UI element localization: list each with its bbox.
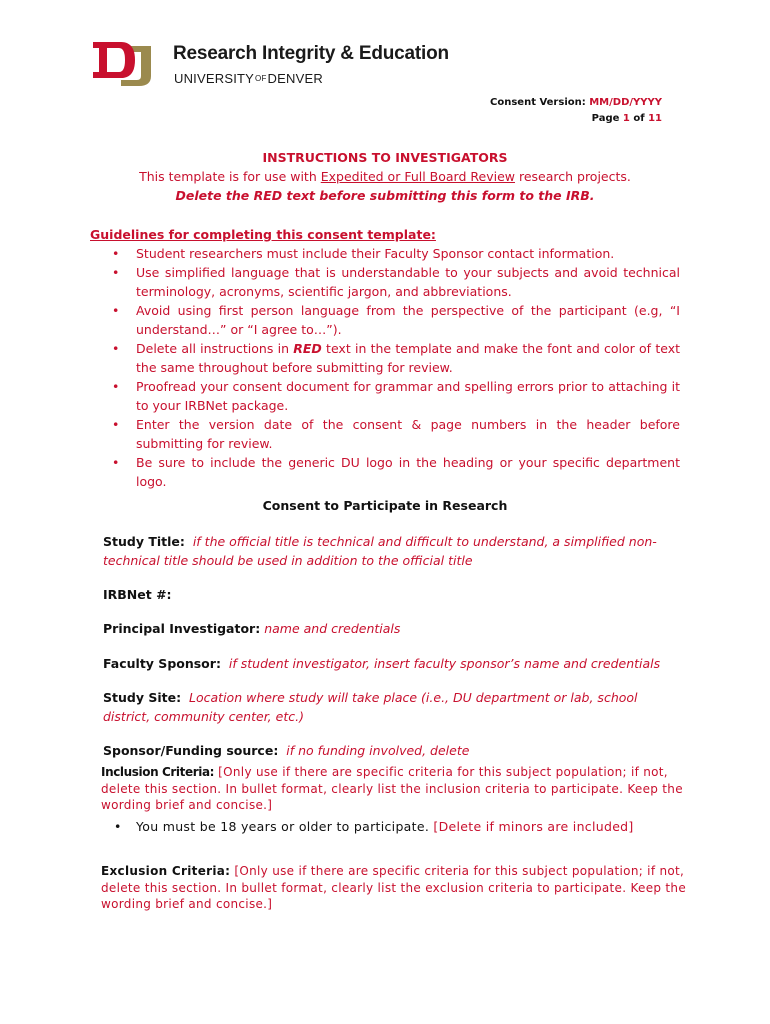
guidelines-list	[110, 244, 680, 491]
guideline-text-em: RED	[293, 341, 322, 356]
guideline-item	[110, 415, 680, 453]
instructions-line2: Delete the RED text before submitting this form to the IRB.	[175, 188, 595, 203]
instructions-line1-pre: This template is for use with	[139, 169, 321, 184]
study-title-value: if the official title is technical and difficult to understand, a simplified non-technical title should be used in addition to the official title	[103, 534, 657, 568]
study-title-field	[103, 532, 683, 570]
consent-version-value: MM/DD/YYYY	[589, 97, 662, 108]
pi-value: name and credentials	[264, 621, 401, 636]
guideline-text-pre: Delete all instructions in	[136, 341, 294, 356]
consent-version-block	[490, 95, 662, 127]
university-of: OF	[255, 74, 267, 83]
bullet-icon: •	[112, 417, 120, 432]
page-of: of	[633, 113, 645, 124]
guideline-item	[110, 263, 680, 301]
exclusion-criteria-label: Exclusion Criteria:	[101, 864, 231, 878]
funding-value: if no funding involved, delete	[286, 743, 470, 758]
guideline-text: Use simplified language that is understandable to your subjects and avoid technical terminology, acronyms, scientific jargon, and abbreviations.	[136, 265, 680, 299]
faculty-sponsor-label: Faculty Sponsor:	[103, 656, 221, 671]
du-logo	[91, 40, 153, 86]
page-label: Page	[591, 113, 620, 124]
study-site-value: Location where study will take place (i.e., DU department or lab, school district, community center, etc.)	[103, 690, 638, 724]
instructions-line1-post: research projects.	[514, 169, 631, 184]
page-current: 1	[622, 113, 630, 124]
guideline-item	[110, 244, 680, 263]
inclusion-criteria-field	[101, 764, 691, 814]
pi-label: Principal Investigator:	[103, 621, 261, 636]
guideline-item	[110, 339, 680, 377]
bullet-icon: •	[114, 819, 122, 834]
university-right: DENVER	[267, 71, 323, 86]
funding-label: Sponsor/Funding source:	[103, 743, 279, 758]
irbnet-label: IRBNet #:	[103, 587, 172, 602]
guideline-text-post: text in the template and make the font and color of text the same throughout before submitting for review.	[136, 341, 680, 375]
exclusion-criteria-field	[101, 863, 691, 913]
guideline-item	[110, 453, 680, 491]
study-site-field	[103, 688, 683, 726]
brand-title: Research Integrity & Education	[173, 43, 449, 64]
guideline-text: Proofread your consent document for grammar and spelling errors prior to attaching it to your IRBNet package.	[136, 379, 680, 413]
bullet-icon: •	[112, 265, 120, 280]
bullet-icon: •	[112, 341, 120, 356]
faculty-sponsor-value: if student investigator, insert faculty sponsor’s name and credentials	[228, 656, 661, 671]
guideline-text: Avoid using first person language from the perspective of the participant (e.g, “I understand…” or “I agree to…”).	[136, 303, 680, 337]
guideline-item	[110, 377, 680, 415]
exclusion-criteria-value: [Only use if there are specific criteria for this subject population; if not, delete this section. In bullet format, clearly list the exclusion criteria to participate. Keep the wording brief and concise.]	[101, 864, 687, 911]
funding-field	[103, 741, 683, 760]
pi-field	[103, 619, 683, 638]
inclusion-bullet-text: You must be 18 years or older to participate.	[136, 819, 430, 834]
consent-version-label: Consent Version:	[490, 97, 586, 108]
bullet-icon: •	[112, 246, 120, 261]
instructions-line1	[90, 169, 680, 184]
university-name	[174, 71, 323, 86]
consent-version-line	[490, 95, 662, 111]
guideline-text: Student researchers must include their Faculty Sponsor contact information.	[136, 246, 615, 261]
inclusion-criteria-value: [Only use if there are specific criteria for this subject population; if not, delete this section. In bullet format, clearly list the inclusion criteria to participate. Keep the wording brief and concise.]	[101, 765, 683, 812]
faculty-sponsor-field	[103, 654, 683, 673]
inclusion-bullet-note: [Delete if minors are included]	[433, 819, 634, 834]
page-number-line	[490, 111, 662, 127]
consent-title: Consent to Participate in Research	[262, 498, 508, 513]
study-title-label: Study Title:	[103, 534, 185, 549]
irbnet-field	[103, 585, 683, 604]
guideline-item	[110, 301, 680, 339]
inclusion-bullet-item	[114, 819, 634, 834]
instructions-title: INSTRUCTIONS TO INVESTIGATORS	[262, 150, 508, 165]
du-logo-mark	[91, 40, 153, 86]
page-total: 11	[648, 113, 662, 124]
university-left: UNIVERSITY	[174, 71, 255, 86]
bullet-icon: •	[112, 379, 120, 394]
guideline-text: Be sure to include the generic DU logo in the heading or your specific department logo.	[136, 455, 680, 489]
study-site-label: Study Site:	[103, 690, 182, 705]
guidelines-heading: Guidelines for completing this consent template:	[90, 227, 436, 242]
inclusion-criteria-label: Inclusion Criteria:	[101, 765, 215, 779]
review-type-link[interactable]: Expedited or Full Board Review	[320, 169, 515, 184]
bullet-icon: •	[112, 455, 120, 470]
guideline-text: Enter the version date of the consent & page numbers in the header before submitting for review.	[136, 417, 680, 451]
bullet-icon: •	[112, 303, 120, 318]
